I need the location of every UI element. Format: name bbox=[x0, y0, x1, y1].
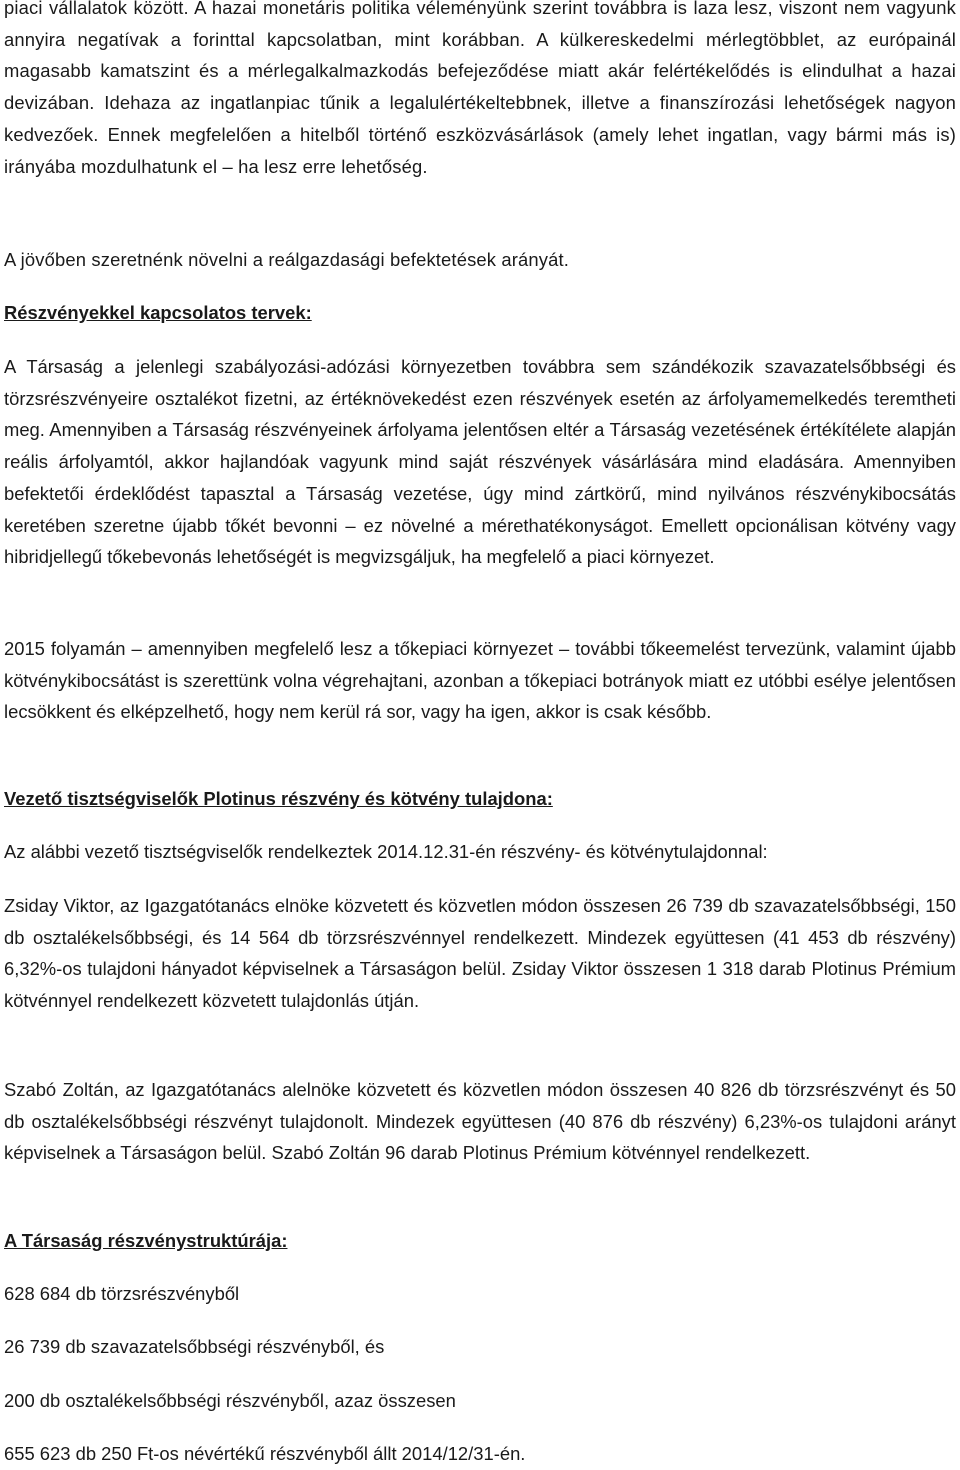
plans-2015-paragraph: 2015 folyamán – amennyiben megfelelő lesz a tőkepiaci környezet – további tőkeemelést tervezünk, valamint újabb kötvénykibocsátást is szerettünk volna végrehajtani, azonban a tőkepiaci botrányok miatt ez utóbbi esélye jelentősen lecsökkent és elképzelhető, hogy nem kerül rá sor, vagy ha igen, akkor is csak később. bbox=[4, 638, 956, 723]
shares-paragraph: A Társaság a jelenlegi szabályozási-adózási környezetben továbbra sem szándékozik szavazatelsőbbségi és törzsrészvényeire osztalékot fizetni, az értéknövekedést ezen részvények esetén az árfolyamemelkedés teremtheti meg. Amennyiben a Társaság részvényeinek árfolyama jelentősen eltér a Társaság vezetésének értékítélete alapján reális árfolyamtól, akkor hajlandóak vagyunk mind saját részvények vásárlására mind eladására. Amennyiben befektetői érdeklődést tapasztal a Társaság vezetése, úgy mind zártkörű, mind nyilvános részvénykibocsátás keretében szeretne újabb tőkét bevonni – ez növelné a mérethatékonyságot. Emellett opcionálisan kötvény vagy hibridjellegű tőkebevonás lehetőségét is megvizsgáljuk, ha megfelelő a piaci környezet. bbox=[4, 356, 956, 568]
structure-line-4: 655 623 db 250 Ft-os névértékű részvényből állt 2014/12/31-én. bbox=[4, 1443, 526, 1464]
section-heading-structure: A Társaság részvénystruktúrája: bbox=[4, 1230, 288, 1251]
intro-paragraph: piaci vállalatok között. A hazai monetáris politika véleményünk szerint továbbra is laza lesz, viszont nem vagyunk annyira negatívak a forinttal kapcsolatban, mint korábban. A külkereskedelmi mérlegtöbblet, az európainál magasabb kamatszint és a mérlegalkalmazkodás befejeződése miatt akár felértékelődés is elindulhat a hazai devizában. Idehaza az ingatlanpiac tűnik a legalulértékeltebbnek, illetve a finanszírozási lehetőségek nagyon kedvezőek. Ennek megfelelően a hitelből történő eszközvásárlások (amely lehet ingatlan, vagy bármi más is) irányába mozdulhatunk el – ha lesz erre lehetőség. bbox=[4, 0, 956, 177]
zsiday-paragraph: Zsiday Viktor, az Igazgatótanács elnöke közvetett és közvetlen módon összesen 26 739 db szavazatelsőbbségi, 150 db osztalékelsőbbségi, és 14 564 db törzsrészvénnyel rendelkezett. Mindezek együttesen (41 453 db részvény) 6,32%-os tulajdoni hányadot képviselnek a Társaságon belül. Zsiday Viktor összesen 1 318 darab Plotinus Prémium kötvénnyel rendelkezett közvetett tulajdonlás útján. bbox=[4, 895, 956, 1012]
intro-paragraph-2: A jövőben szeretnénk növelni a reálgazdasági befektetések arányát. bbox=[4, 249, 570, 270]
structure-line-3: 200 db osztalékelsőbbségi részvényből, azaz összesen bbox=[4, 1390, 456, 1411]
section-heading-officers: Vezető tisztségviselők Plotinus részvény és kötvény tulajdona: bbox=[4, 788, 553, 809]
szabo-paragraph: Szabó Zoltán, az Igazgatótanács alelnöke közvetett és közvetlen módon összesen 40 826 db törzsrészvényt és 50 db osztalékelsőbbségi részvényt tulajdonolt. Mindezek együttesen (40 876 db részvény) 6,23%-os tulajdoni arányt képviselnek a Társaságon belül. Szabó Zoltán 96 darab Plotinus Prémium kötvénnyel rendelkezett. bbox=[4, 1079, 956, 1164]
structure-line-1: 628 684 db törzsrészvényből bbox=[4, 1283, 240, 1304]
officers-intro-paragraph: Az alábbi vezető tisztségviselők rendelkeztek 2014.12.31-én részvény- és kötvénytulajdonnal: bbox=[4, 841, 768, 862]
structure-line-2: 26 739 db szavazatelsőbbségi részvényből, és bbox=[4, 1336, 385, 1357]
section-heading-shares: Részvényekkel kapcsolatos tervek: bbox=[4, 302, 312, 323]
